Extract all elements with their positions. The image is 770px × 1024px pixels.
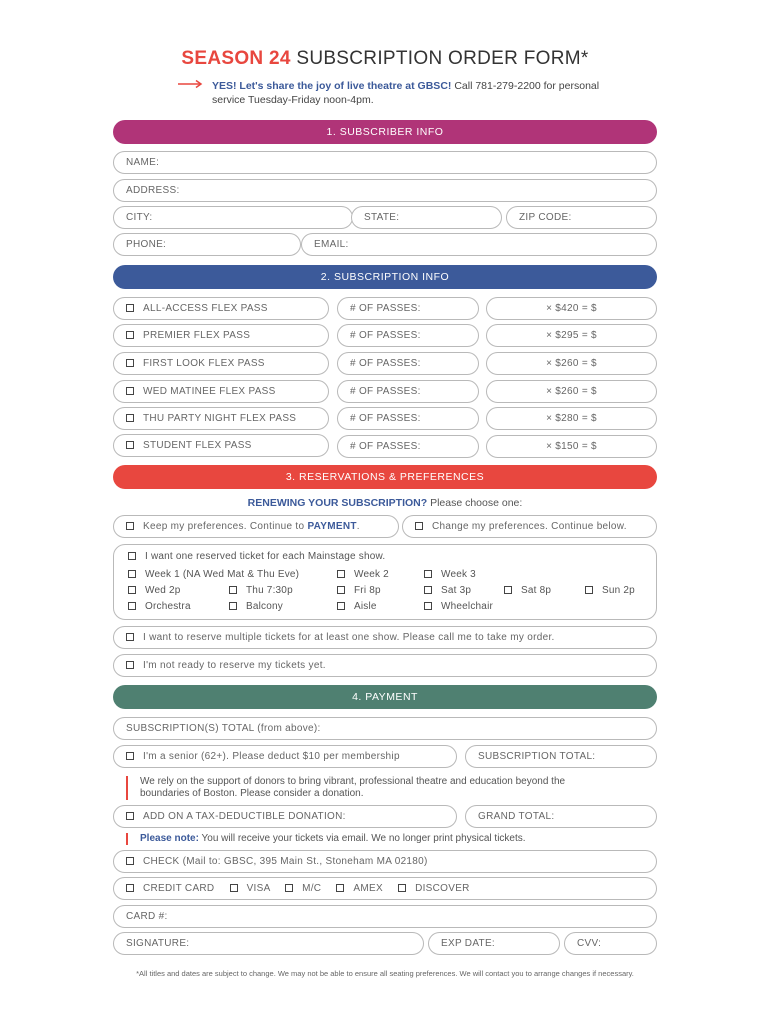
checkbox[interactable] [128,602,136,610]
orchestra-option[interactable] [128,601,191,612]
please-note-text: You will receive your tickets via email. We no longer print physical tickets. [198,833,526,844]
checkbox[interactable] [126,414,134,422]
pass-label: WED MATINEE FLEX PASS [143,386,276,397]
pass-subtotal-field[interactable]: × $295 = $ [486,324,657,347]
keep-preferences-option[interactable] [113,515,399,538]
week3-option[interactable] [424,569,476,580]
multiple-tickets-option[interactable] [113,626,657,649]
address-field[interactable]: ADDRESS: [113,179,657,202]
email-field[interactable]: EMAIL: [301,233,657,256]
checkbox[interactable] [126,331,134,339]
passes-qty-field[interactable]: # OF PASSES: [337,407,479,430]
checkbox[interactable] [424,570,432,578]
option-label: I'm a senior (62+). Please deduct $10 per membership [143,751,400,762]
passes-qty-field[interactable]: # OF PASSES: [337,435,479,458]
option-label: CHECK (Mail to: GBSC, 395 Main St., Stoneham MA 02180) [143,856,428,867]
checkbox[interactable] [229,586,237,594]
donation-option[interactable] [113,805,457,828]
checkbox[interactable] [128,570,136,578]
pass-label: ALL-ACCESS FLEX PASS [143,303,268,314]
checkbox[interactable] [337,602,345,610]
change-text: Change my preferences. Continue below. [432,521,627,532]
checkbox[interactable] [126,304,134,312]
option-label: Balcony [246,601,283,612]
pass-subtotal-field[interactable]: × $260 = $ [486,380,657,403]
option-label: Thu 7:30p [246,585,293,596]
change-preferences-option[interactable] [402,515,657,538]
option-label: Wheelchair [441,601,494,612]
pass-subtotal-field[interactable]: × $150 = $ [486,435,657,458]
checkbox[interactable] [126,752,134,760]
pass-student[interactable] [113,434,329,457]
grand-total-field[interactable]: GRAND TOTAL: [465,805,657,828]
exp-date-field[interactable]: EXP DATE: [428,932,560,955]
subscriptions-total-field[interactable]: SUBSCRIPTION(S) TOTAL (from above): [113,717,657,740]
checkbox[interactable] [504,586,512,594]
checkbox[interactable] [337,570,345,578]
pass-first-look[interactable] [113,352,329,375]
pass-premier[interactable] [113,324,329,347]
signature-field[interactable]: SIGNATURE: [113,932,424,955]
wed-2p-option[interactable] [128,585,180,596]
checkbox[interactable] [126,441,134,449]
zip-code-field[interactable]: ZIP CODE: [506,206,657,229]
one-reserved-ticket-option[interactable] [128,551,385,562]
option-label: Sat 8p [521,585,552,596]
intro-text: Call 781-279-2200 for personal service Tuesday-Friday noon-4pm. [212,80,600,106]
sat-3p-option[interactable] [424,585,471,596]
keep-text: Keep my preferences. Continue to [143,521,308,532]
payment-link: PAYMENT [307,521,357,532]
checkbox[interactable] [126,661,134,669]
section-payment-header: 4. PAYMENT [113,685,657,709]
subscription-total-field[interactable]: SUBSCRIPTION TOTAL: [465,745,657,768]
aisle-option[interactable] [337,601,377,612]
option-label: I want one reserved ticket for each Mainstage show. [145,551,386,562]
pass-label: PREMIER FLEX PASS [143,330,251,341]
week1-option[interactable] [128,569,299,580]
checkbox[interactable] [126,857,134,865]
title-rest: SUBSCRIPTION ORDER FORM* [290,48,589,69]
checkbox[interactable] [337,586,345,594]
checkbox[interactable] [424,586,432,594]
please-note [126,833,646,845]
week2-option[interactable] [337,569,389,580]
pass-label: FIRST LOOK FLEX PASS [143,358,265,369]
option-label: Week 2 [354,569,389,580]
renew-question-rest: Please choose one: [427,497,523,509]
renew-question-bold: RENEWING YOUR SUBSCRIPTION? [247,497,428,509]
pass-all-access[interactable] [113,297,329,320]
checkbox[interactable] [126,633,134,641]
donor-note [126,776,566,800]
note-rule [126,776,128,800]
pass-label: THU PARTY NIGHT FLEX PASS [143,413,297,424]
passes-qty-field[interactable]: # OF PASSES: [337,324,479,347]
form-title [0,48,770,70]
option-label: Aisle [354,601,377,612]
not-ready-option[interactable] [113,654,657,677]
thu-730p-option[interactable] [229,585,293,596]
donor-note-text: We rely on the support of donors to bring vibrant, professional theatre and education beyond the boundaries of Boston. Please consider a donation. [140,776,566,799]
checkbox[interactable] [126,522,134,530]
checkbox[interactable] [126,812,134,820]
title-season: SEASON 24 [181,48,291,69]
credit-card-checkbox[interactable] [126,884,134,892]
checkbox[interactable] [229,602,237,610]
discover-checkbox[interactable] [398,884,406,892]
checkbox[interactable] [424,602,432,610]
sun-2p-option[interactable] [585,585,635,596]
passes-qty-field[interactable]: # OF PASSES: [337,380,479,403]
intro-highlight: YES! Let's share the joy of live theatre at GBSC! [212,80,452,92]
discover-label: DISCOVER [415,883,470,894]
checkbox[interactable] [126,387,134,395]
option-label: ADD ON A TAX-DEDUCTIBLE DONATION: [143,811,346,822]
footer-disclaimer: *All titles and dates are subject to change. We may not be able to ensure all seating preferences. We will contact you to arrange changes if necessary. [136,969,634,978]
amex-label: AMEX [353,883,383,894]
credit-card-row [113,877,657,900]
city-field[interactable]: CITY: [113,206,353,229]
checkbox[interactable] [126,359,134,367]
pass-label: STUDENT FLEX PASS [143,440,252,451]
option-label: Week 3 [441,569,476,580]
pass-subtotal-field[interactable]: × $420 = $ [486,297,657,320]
section-subscriber-info-header: 1. SUBSCRIBER INFO [113,120,657,144]
section-subscription-info-header: 2. SUBSCRIPTION INFO [113,265,657,289]
renew-question [0,497,770,509]
sat-8p-option[interactable] [504,585,551,596]
amex-checkbox[interactable] [336,884,344,892]
visa-checkbox[interactable] [230,884,238,892]
option-label: Wed 2p [145,585,181,596]
option-label: Week 1 (NA Wed Mat & Thu Eve) [145,569,300,580]
checkbox[interactable] [128,586,136,594]
check-payment-option[interactable] [113,850,657,873]
name-field[interactable]: NAME: [113,151,657,174]
note-rule [126,833,128,845]
mc-label: M/C [302,883,322,894]
option-label: Orchestra [145,601,191,612]
option-label: I'm not ready to reserve my tickets yet. [143,660,326,671]
option-label: Sun 2p [602,585,635,596]
section-reservations-header: 3. RESERVATIONS & PREFERENCES [113,465,657,489]
pass-subtotal-field[interactable]: × $280 = $ [486,407,657,430]
cvv-field[interactable]: CVV: [564,932,657,955]
please-note-bold: Please note: [140,833,199,844]
mc-checkbox[interactable] [285,884,293,892]
option-label: Sat 3p [441,585,472,596]
phone-field[interactable]: PHONE: [113,233,301,256]
passes-qty-field[interactable]: # OF PASSES: [337,352,479,375]
card-number-field[interactable]: CARD #: [113,905,657,928]
keep-suffix: . [356,521,360,532]
arrow-right-icon [178,79,204,89]
pass-subtotal-field[interactable]: × $260 = $ [486,352,657,375]
checkbox[interactable] [415,522,423,530]
state-field[interactable]: STATE: [351,206,502,229]
passes-qty-field[interactable]: # OF PASSES: [337,297,479,320]
intro [178,79,632,107]
checkbox[interactable] [128,552,136,560]
checkbox[interactable] [585,586,593,594]
option-label: I want to reserve multiple tickets for at least one show. Please call me to take my order. [143,632,555,643]
fri-8p-option[interactable] [337,585,381,596]
pass-thu-party-night[interactable] [113,407,329,430]
visa-label: VISA [246,883,270,894]
option-label: Fri 8p [354,585,381,596]
pass-wed-matinee[interactable] [113,380,329,403]
credit-card-label: CREDIT CARD [143,883,215,894]
balcony-option[interactable] [229,601,283,612]
senior-discount-option[interactable] [113,745,457,768]
wheelchair-option[interactable] [424,601,493,612]
